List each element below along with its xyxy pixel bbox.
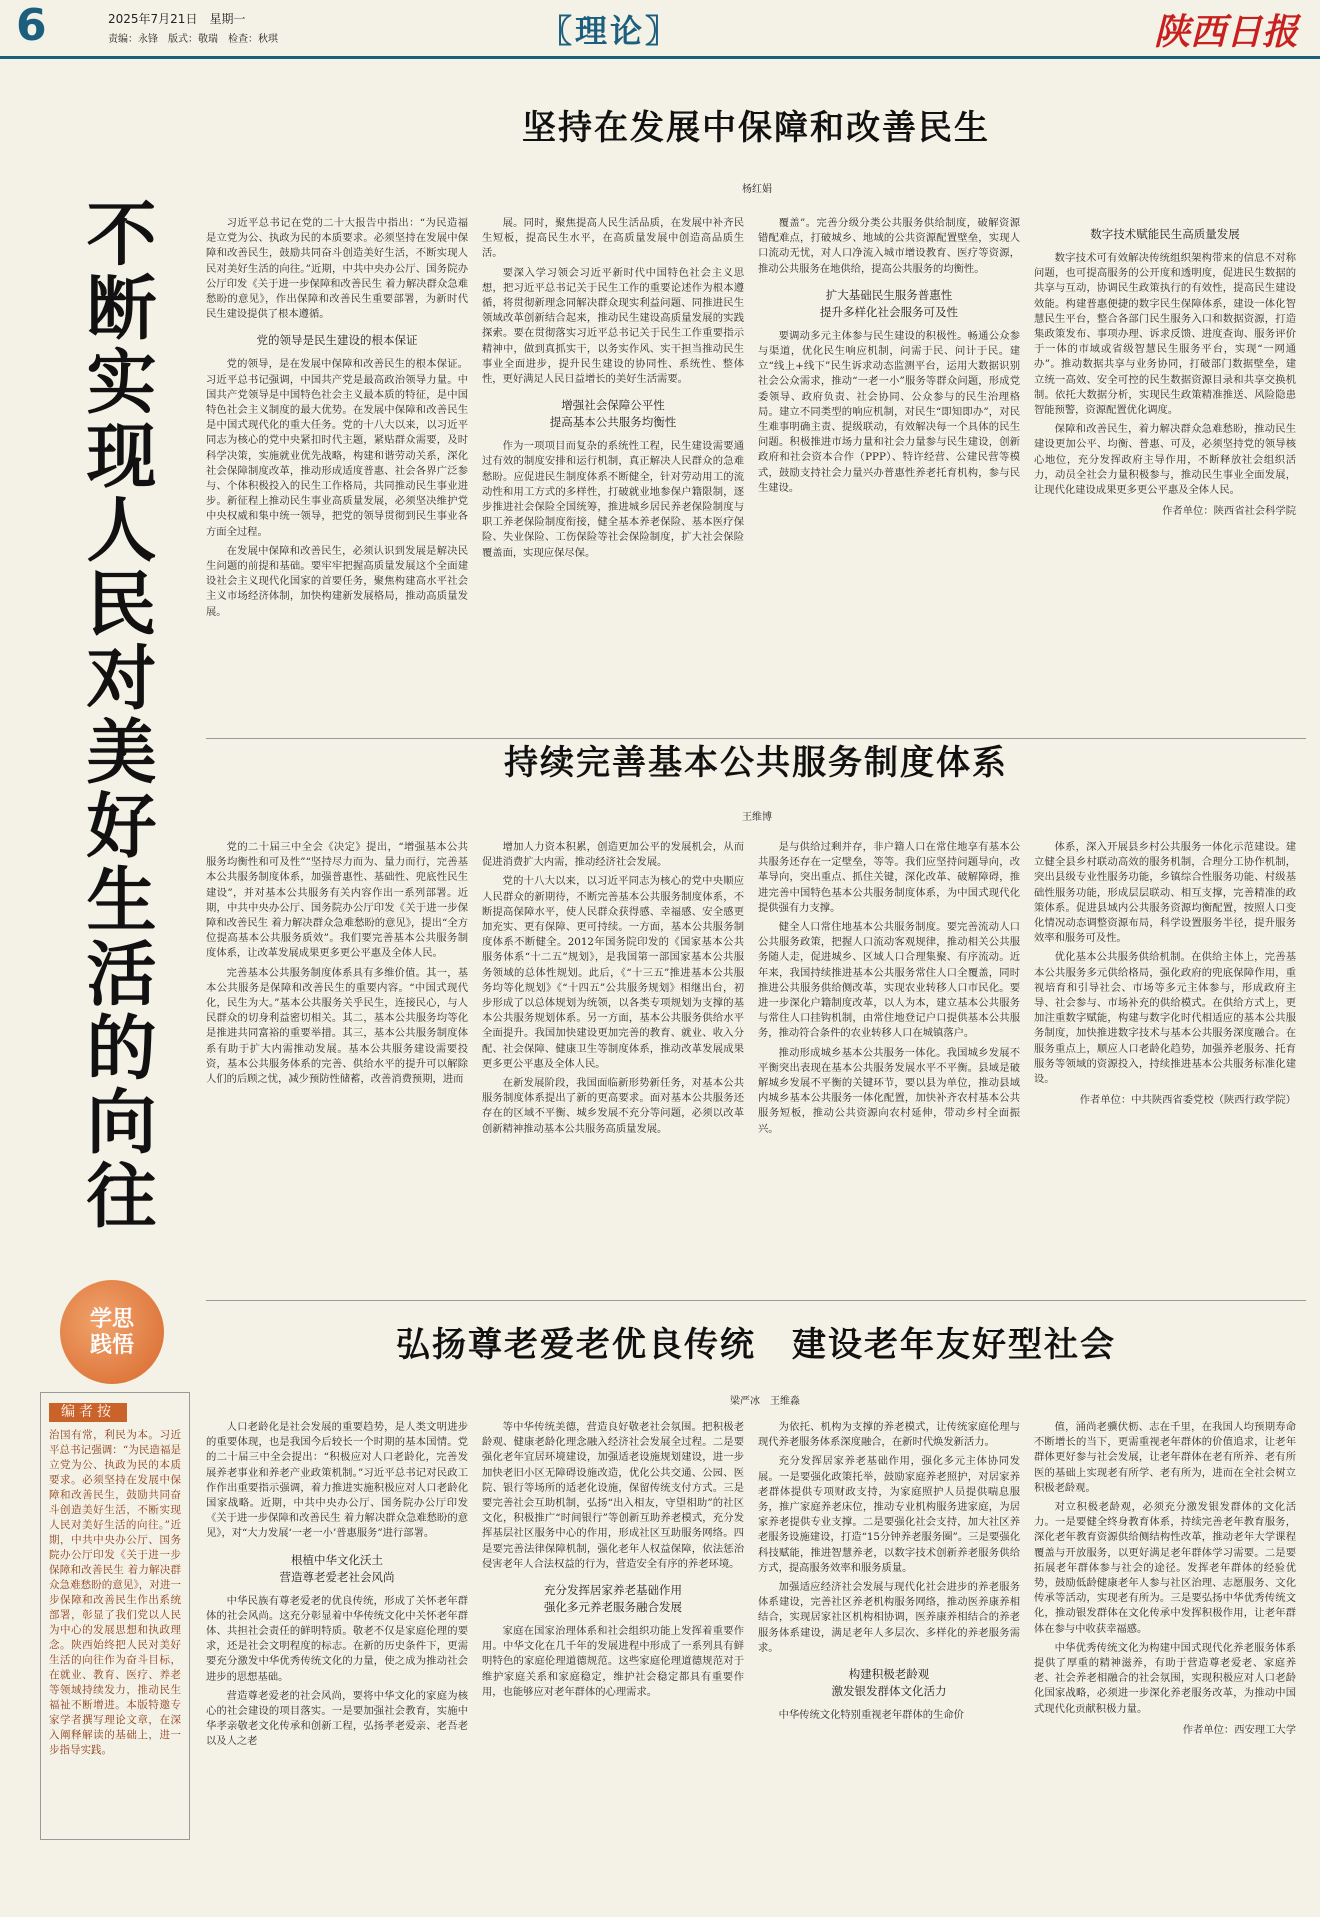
paragraph: 推动形成城乡基本公共服务一体化。我国城乡发展不平衡突出表现在基本公共服务发展水平不平衡。县域是破解城乡发展不平衡的关键环节，要以县为单位，推动县域内城乡基本公共服务一体化配置，加快补齐农村基本公共服务短板，推动公共资源向农村延伸，带动乡村全面振兴。 xyxy=(758,1046,1020,1135)
paragraph: 保障和改善民生，着力解决群众急难愁盼，推动民生建设更加公平、均衡、普惠、可及，必须坚持党的领导核心地位，充分发挥政府主导作用，不断释放社会组织活力，动员全社会力量积极参与，推动民生事业全面发展，让现代化建设成果更多更公平惠及全体人民。 xyxy=(1034,423,1296,497)
subheading: 党的领导是民生建设的根本保证 xyxy=(256,333,418,348)
article2-col4 xyxy=(1034,840,1296,1282)
author-affiliation: 作者单位：西安理工大学 xyxy=(1182,1723,1296,1736)
paragraph: 要深入学习领会习近平新时代中国特色社会主义思想，把习近平总书记关于民生工作的重要论述作为根本遵循，将贯彻新理念同解决群众现实利益问题、同推进民生领域改革创新结合起来，推动民生建设高质量发展的实践探索。要在贯彻落实习近平总书记关于民生工作重要指示精神中，做到真抓实干，以务实作风、实干担当推动民生事业全面进步，提升民生建设的协同性、系统性、整体性，更好满足人民日益增长的美好生活需要。 xyxy=(482,266,744,386)
editor-note-box xyxy=(40,1392,190,1840)
author-affiliation: 作者单位：陕西省社会科学院 xyxy=(1162,505,1296,518)
date-line: 2025年7月21日 星期一 xyxy=(108,12,246,26)
article3-col1 xyxy=(206,1420,468,1905)
article3-col2 xyxy=(482,1420,744,1905)
paragraph: 值，涌尚老骥伏枥、志在千里，在我国人均预期寿命不断增长的当下，更需重视老年群体的价值追求，让老年群体更好参与社会发展，让老年群体在老有所养、老有所医的基础上实现老有所学、老有所为，进而在全社会树立积极老龄观。 xyxy=(1034,1421,1296,1494)
paragraph: 作为一项项目而复杂的系统性工程，民生建设需要通过有效的制度安排和运行机制，真正解决人民群众的急难愁盼。应促进民生制度体系不断健全，针对劳动用工的流动性和用工方式的多样性，打破就业地参保户籍限制，逐步推进社会保险全国统筹，推进城乡居民养老保险制度与职工养老保险制度衔接，健全基本养老保险、基本医疗保险、失业保险、工伤保险等社会保险制度，扩大社会保险覆盖面，实现应保尽保。 xyxy=(482,440,744,559)
brand-logo: 陕西日报 xyxy=(1153,11,1298,53)
editor-note-text: 治国有常，利民为本。习近平总书记强调：“为民造福是立党为公、执政为民的本质要求。必须坚持在发展中保障和改善民生，鼓励共同奋斗创造美好生活，不断实现人民对美好生活的向往。”近期，中共中央办公厅、国务院办公厅印发《关于进一步保障和改善民生 着力解决群众急难愁盼的意见》，对进一步保障和改善民生作出系统部署，彰显了我们党以人民为中心的发展思想和执政理念。陕西始终把人民对美好生活的向往作为奋斗目标，在就业、教育、医疗、养老等领域持续发力，推动民生福祉不断增进。本版特邀专家学者撰写理论文章，在深入阐释解读的基础上，进一步指导实践。 xyxy=(49,1429,181,1756)
paragraph: 等中华传统美德，营造良好敬老社会氛围。把积极老龄观、健康老龄化理念融入经济社会发展全过程。二是要强化老年宜居环境建设，加强适老设施规划建设，进一步加快老旧小区无障碍设施改造，优化公共交通、公园、医院、银行等场所的适老化设施，保留传统支付方式。三是要完善社会互助机制，弘扬“出入相友，守望相助”的社区文化，积极推广“时间银行”等创新互助养老模式，充分发挥基层社区服务中心的作用，形成社区互助服务网络。四是要完善法律保障机制，强化老年人权益保障，依法惩治侵害老年人合法权益的行为，营造安全有序的养老环境。 xyxy=(482,1421,744,1570)
paragraph: 人口老龄化是社会发展的重要趋势，是人类文明进步的重要体现，也是我国今后较长一个时期的基本国情。党的二十届三中全会提出：“积极应对人口老龄化，完善发展养老事业和养老产业政策机制。”习近平总书记对民政工作作出重要指示强调，着力推进实施积极应对人口老龄化国家战略。近期，中共中央办公厅、国务院办公厅印发《关于进一步保障和改善民生 着力解决群众急难愁盼的意见》，对“大力发展‘一老一小’普惠服务”进行部署。 xyxy=(206,1421,468,1540)
subheading: 充分发挥居家养老基础作用 强化多元养老服务融合发展 xyxy=(544,1583,682,1615)
paragraph: 要调动多元主体参与民生建设的积极性。畅通公众参与渠道，优化民生响应机制，问需于民、问计于民。建立“线上+线下”民生诉求动态监测平台，运用大数据识别社会公众需求，推动“一老一小”服务等群众问题，形成党委领导、政府负责、社会协同、公众参与的民生治理格局。建立不同类型的响应机制，对民生“即知即办”，对民生难事明确主责、提级联动，有效解决每一个具体的民生问题。积极推进市场力量和社会力量参与民生建设，创新政府和社会资本合作（PPP）、特许经营、公建民营等模式，鼓励支持社会力量兴办普惠性养老托育机构，参与民生建设。 xyxy=(758,329,1020,494)
article1-col2 xyxy=(482,216,744,728)
paragraph: 完善基本公共服务制度体系具有多维价值。其一，基本公共服务是保障和改善民生的重要内容。“中国式现代化，民生为大。”基本公共服务关乎民生，连接民心，与人民群众的切身利益密切相关。其二，基本公共服务均等化是推进共同富裕的重要举措。其三，基本公共服务制度体系有助于扩大内需推动发展。基本公共服务建设需要投资，基本公共服务体系的完善、供给水平的提升可以解除人们的后顾之忧，减少预防性储蓄，改善消费预期，进而 xyxy=(206,966,468,1086)
paragraph: 增加人力资本积累，创造更加公平的发展机会，从而促进消费扩大内需，推动经济社会发展。 xyxy=(482,841,744,869)
paragraph: 数字技术可有效解决传统组织架构带来的信息不对称问题，也可提高服务的公开度和透明度，促进民生数据的共享与互动，协调民生政策执行的有效性，提高民生建设效能。构建普惠便捷的数字民生保障体系，建设一体化智慧民生平台，整合各部门民生服务入口和数据资源，打造集政策发布、事项办理、诉求反馈、进度查询、服务评价于一体的市域或省级智慧民生服务平台，实现“一网通办”。推动数据共享与业务协同，打破部门数据壁垒，建立统一高效、安全可控的民生数据资源目录和共享交换机制。依托大数据分析，实现民生政策精准推送、风险隐患智能预警，资源配置优化调度。 xyxy=(1034,252,1296,417)
paragraph: 中华民族有尊老爱老的优良传统，形成了关怀老年群体的社会风尚。这充分彰显着中华传统文化中关怀老年群体、共担社会责任的鲜明特质。敬老不仅是家庭伦理的要求，还是社会文明程度的标志。在新的历史条件下，更需要充分激发中华优秀传统文化的力量，使之成为推动社会进步的思想基础。 xyxy=(206,1594,468,1683)
article2-header xyxy=(206,742,1306,784)
separator-2 xyxy=(206,1300,1306,1301)
paragraph: 党的十八大以来，以习近平同志为核心的党中央顺应人民群众的新期待，不断完善基本公共服务制度体系，不断提高保障水平，使人民群众获得感、幸福感、安全感更加充实、更有保障、更可持续。一方面，基本公共服务制度体系不断健全。2012年国务院印发的《国家基本公共服务体系“十二五”规划》，是我国第一部国家基本公共服务领域的总体性规划。此后，《“十三五”推进基本公共服务均等化规划》《“十四五”公共服务规划》相继出台，初步形成了以总体规划为统领，以各类专项规划为支撑的基本公共服务规划体系。另一方面，基本公共服务供给水平全面提升。我国加快建设更加完善的教育、就业、收入分配、社会保障、健康卫生等制度体系，推动改革发展成果更多更公平惠及全体人民。 xyxy=(482,875,744,1070)
subheading: 数字技术赋能民生高质量发展 xyxy=(1090,227,1240,241)
article1-body xyxy=(206,216,1296,728)
header-rule xyxy=(0,56,1320,59)
article3-col3 xyxy=(758,1420,1020,1905)
editor-note-label: 编者按 xyxy=(49,1403,127,1422)
paragraph: 中华传统文化特别重视老年群体的生命价 xyxy=(778,1709,964,1722)
paragraph: 习近平总书记在党的二十大报告中指出：“为民造福是立党为公、执政为民的本质要求。必须坚持在发展中保障和改善民生，鼓励共同奋斗创造美好生活，不断实现人民对美好生活的向往。”近期，中共中央办公厅、国务院办公厅印发《关于进一步保障和改善民生 着力解决群众急难愁盼的意见》，作出保障和改善民生重要部署，为新时代民生建设提供了根本遵循。 xyxy=(206,217,468,321)
article1-col1 xyxy=(206,216,468,728)
subheading: 构建积极老龄观 激发银发群体文化活力 xyxy=(831,1667,947,1699)
subheading: 根植中华文化沃土 营造尊老爱老社会风尚 xyxy=(279,1552,395,1584)
page-header xyxy=(0,0,1320,52)
article1-title: 坚持在发展中保障和改善民生 xyxy=(522,108,990,148)
article2-col1 xyxy=(206,840,468,1282)
page-main-title: 不断实现人民对美好生活的向往 xyxy=(75,197,158,1233)
paragraph: 在新发展阶段，我国面临新形势新任务，对基本公共服务制度体系提出了新的更高要求。面对基本公共服务还存在的区域不平衡、城乡发展不充分等问题，必须以改革创新精神推动基本公共服务高质量发展。 xyxy=(482,1077,744,1135)
staff-line: 责编：永锋 版式：敬瑞 检查：秋琪 xyxy=(108,34,278,45)
article1-col4 xyxy=(1034,216,1296,728)
article1-header xyxy=(206,108,1306,148)
article1-author: 杨红娟 xyxy=(742,184,772,195)
article3-col4 xyxy=(1034,1420,1296,1905)
subheading: 增强社会保障公平性 提高基本公共服务均衡性 xyxy=(549,398,677,430)
article2-col3 xyxy=(758,840,1020,1282)
article3-body xyxy=(206,1420,1296,1905)
badge-text-bottom: 践悟 xyxy=(89,1332,134,1358)
paragraph: 对立积极老龄观，必须充分激发银发群体的文化活力。一是要健全终身教育体系，持续完善老年教育服务，深化老年教育资源供给侧结构性改革，推动老年大学课程覆盖与开放服务，以更好满足老年群体学习需要。二是要拓展老年群体参与社会的途径。发挥老年群体的经验优势，鼓励低龄健康老年人参与社区治理、志愿服务、文化传承等活动，实现老有所为。三是要弘扬中华优秀传统文化，推动银发群体在文化传承中发挥积极作用，让老年群体在参与中收获幸福感。 xyxy=(1034,1501,1296,1635)
separator-1 xyxy=(206,738,1306,739)
article2-body xyxy=(206,840,1296,1282)
paragraph: 家庭在国家治理体系和社会组织功能上发挥着重要作用。中华文化在几千年的发展进程中形成了一系列具有鲜明特色的家庭伦理道德规范。这些家庭伦理道德规范对于维护家庭关系和家庭稳定，维护社会稳定都具有重要作用，也能够应对老年群体的心理需求。 xyxy=(482,1625,744,1698)
paragraph: 是与供给过剩并存，非户籍人口在常住地享有基本公共服务还存在一定壁垒，等等。我们应坚持问题导向，改革导向，突出重点、抓住关键，深化改革、破解障碍，推进完善中国特色基本公共服务制度体系，为中国式现代化提供强有力支撑。 xyxy=(758,841,1020,914)
article2-author: 王维博 xyxy=(742,812,772,823)
paragraph: 营造尊老爱老的社会风尚，要将中华文化的家庭为核心的社会建设的项目落实。一是要加强社会教育，实施中华孝亲敬老文化传承和创新工程，弘扬孝老爱亲、老吾老以及人之老 xyxy=(206,1689,468,1748)
paragraph: 在发展中保障和改善民生，必须认识到发展是解决民生问题的前提和基础。要牢牢把握高质量发展这个全面建设社会主义现代化国家的首要任务，聚焦构建高水平社会主义市场经济体制，加快构建新发展格局，推动高质量发展。 xyxy=(206,544,468,618)
subheading: 扩大基础民生服务普惠性 提升多样化社会服务可及性 xyxy=(820,287,958,319)
paragraph: 覆盖”。完善分级分类公共服务供给制度，破解资源错配难点，打破城乡、地域的公共资源配置壁垒，实现人口流动无忧，对人口净流入城市增设教育、医疗等资源，推动公共服务在地供给，提高公共服务的均衡性。 xyxy=(758,217,1020,275)
section-title: 〖理论〗 xyxy=(540,12,681,50)
paragraph: 健全人口常住地基本公共服务制度。要完善流动人口公共服务政策，把握人口流动客观规律，推动相关公共服务随人走，促进城乡、区域人口合理集聚、有序流动。近年来，我国持续推进基本公共服务常住人口全覆盖，同时推进公共服务供给侧改革，实现农业转移人口市民化。要进一步深化户籍制度改革，以人为本，建立基本公共服务与常住人口挂钩机制，由常住地登记户口提供基本公共服务，推动符合条件的农业转移人口在城镇落户。 xyxy=(758,921,1020,1040)
paragraph: 体系，深入开展县乡村公共服务一体化示范建设。建立健全县乡村联动高效的服务机制，合理分工协作机制，突出县级专业性服务功能，乡镇综合性服务功能、村级基础性服务功能，形成层层联动、相互支撑，完善精准的政策体系。促进县域内公共服务资源均衡配置，按照人口变化情况动态调整资源布局，科学设置服务半径，提升服务效率和服务可及性。 xyxy=(1034,841,1296,945)
paragraph: 优化基本公共服务供给机制。在供给主体上，完善基本公共服务多元供给格局，强化政府的兜底保障作用，重视培育和引导社会、市场等多元主体参与，形成政府主导、社会参与、市场补充的供给模式。在供给方式上，更加注重数字赋能，构建与数字化时代相适应的基本公共服务制度，加快推进数字技术与基本公共服务深度融合。在服务重点上，顺应人口老龄化趋势，加强养老服务、托育服务等领域的资源投入，持续推进基本公共服务标准化建设。 xyxy=(1034,951,1296,1086)
author-affiliation: 作者单位：中共陕西省委党校（陕西行政学院） xyxy=(1079,1094,1296,1107)
article3-header xyxy=(206,1324,1306,1366)
badge-text-top: 学思 xyxy=(89,1306,134,1332)
article3-title: 弘扬尊老爱老优良传统 建设老年友好型社会 xyxy=(396,1325,1116,1365)
paragraph: 党的二十届三中全会《决定》提出，“增强基本公共服务均衡性和可及性”“坚持尽力而为、量力而行，完善基本公共服务制度体系，加强普惠性、基础性、兜底性民生建设”，并对基本公共服务有关内容作出一系列部署。近期，中共中央办公厅、国务院办公厅印发《关于进一步保障和改善民生 着力解决群众急难愁盼的意见》，提出“全方位提高基本公共服务质效”。我们要完善基本公共服务制度体系，让改革发展成果更多更公平惠及全体人民。 xyxy=(206,841,468,960)
page-number: 6 xyxy=(16,0,47,51)
paragraph: 展。同时，聚焦提高人民生活品质，在发展中补齐民生短板，提高民生水平，在高质量发展中创造高品质生活。 xyxy=(482,217,744,260)
article1-col3 xyxy=(758,216,1020,728)
paragraph: 中华优秀传统文化为构建中国式现代化养老服务体系提供了厚重的精神滋养，有助于营造尊老爱老、家庭养老、社会养老相融合的社会氛围，实现积极应对人口老龄化国家战略，必须进一步深化养老服务改革，为推动中国式现代化贡献积极力量。 xyxy=(1034,1641,1296,1715)
paragraph: 为依托、机构为支撑的养老模式，让传统家庭伦理与现代养老服务体系深度融合，在新时代焕发新活力。 xyxy=(758,1421,1020,1449)
article2-col2 xyxy=(482,840,744,1282)
study-badge xyxy=(60,1280,164,1384)
article2-title: 持续完善基本公共服务制度体系 xyxy=(504,743,1008,783)
article3-author: 梁严冰 王维淼 xyxy=(730,1396,800,1407)
paragraph: 充分发挥居家养老基础作用，强化多元主体协同发展。一是要强化政策托举，鼓励家庭养老照护，对居家养老群体提供专项财政支持，为家庭照护人员提供喘息服务，推广家庭养老床位，推动专业机构服务进家庭，为居家养老提供专业支撑。二是要强化社会支持，加大社区养老服务设施建设，打造“15分钟养老服务圈”。三是要强化科技赋能，推进智慧养老，以数字技术创新养老服务供给方式，提高服务效率和服务质量。 xyxy=(758,1455,1020,1574)
paragraph: 加强适应经济社会发展与现代化社会进步的养老服务体系建设，完善社区养老机构服务网络，推动医养康养相结合，实现居家社区机构相协调，医养康养相结合的养老服务体系建设，满足老年人多层次、多样化的养老服务需求。 xyxy=(758,1581,1020,1654)
paragraph: 党的领导，是在发展中保障和改善民生的根本保证。习近平总书记强调，中国共产党是最高政治领导力量。中国共产党领导是中国特色社会主义最本质的特征，是中国特色社会主义制度的最大优势。在发展中保障和改善民生是中国式现代化的重大任务。党的十八大以来，以习近平同志为核心的党中央紧扣时代主题，紧贴群众需要，及时科学决策，实施就业优先战略，构建和谐劳动关系，深化社会保障制度改革，推动形成适度普惠、社会各界广泛参与、个体积极投入的民生工作格局，共同推动民生事业进步。新征程上推动民生事业高质量发展，必须坚决维护党中央权威和集中统一领导，把党的领导贯彻到民生事业各方面全过程。 xyxy=(206,358,468,538)
